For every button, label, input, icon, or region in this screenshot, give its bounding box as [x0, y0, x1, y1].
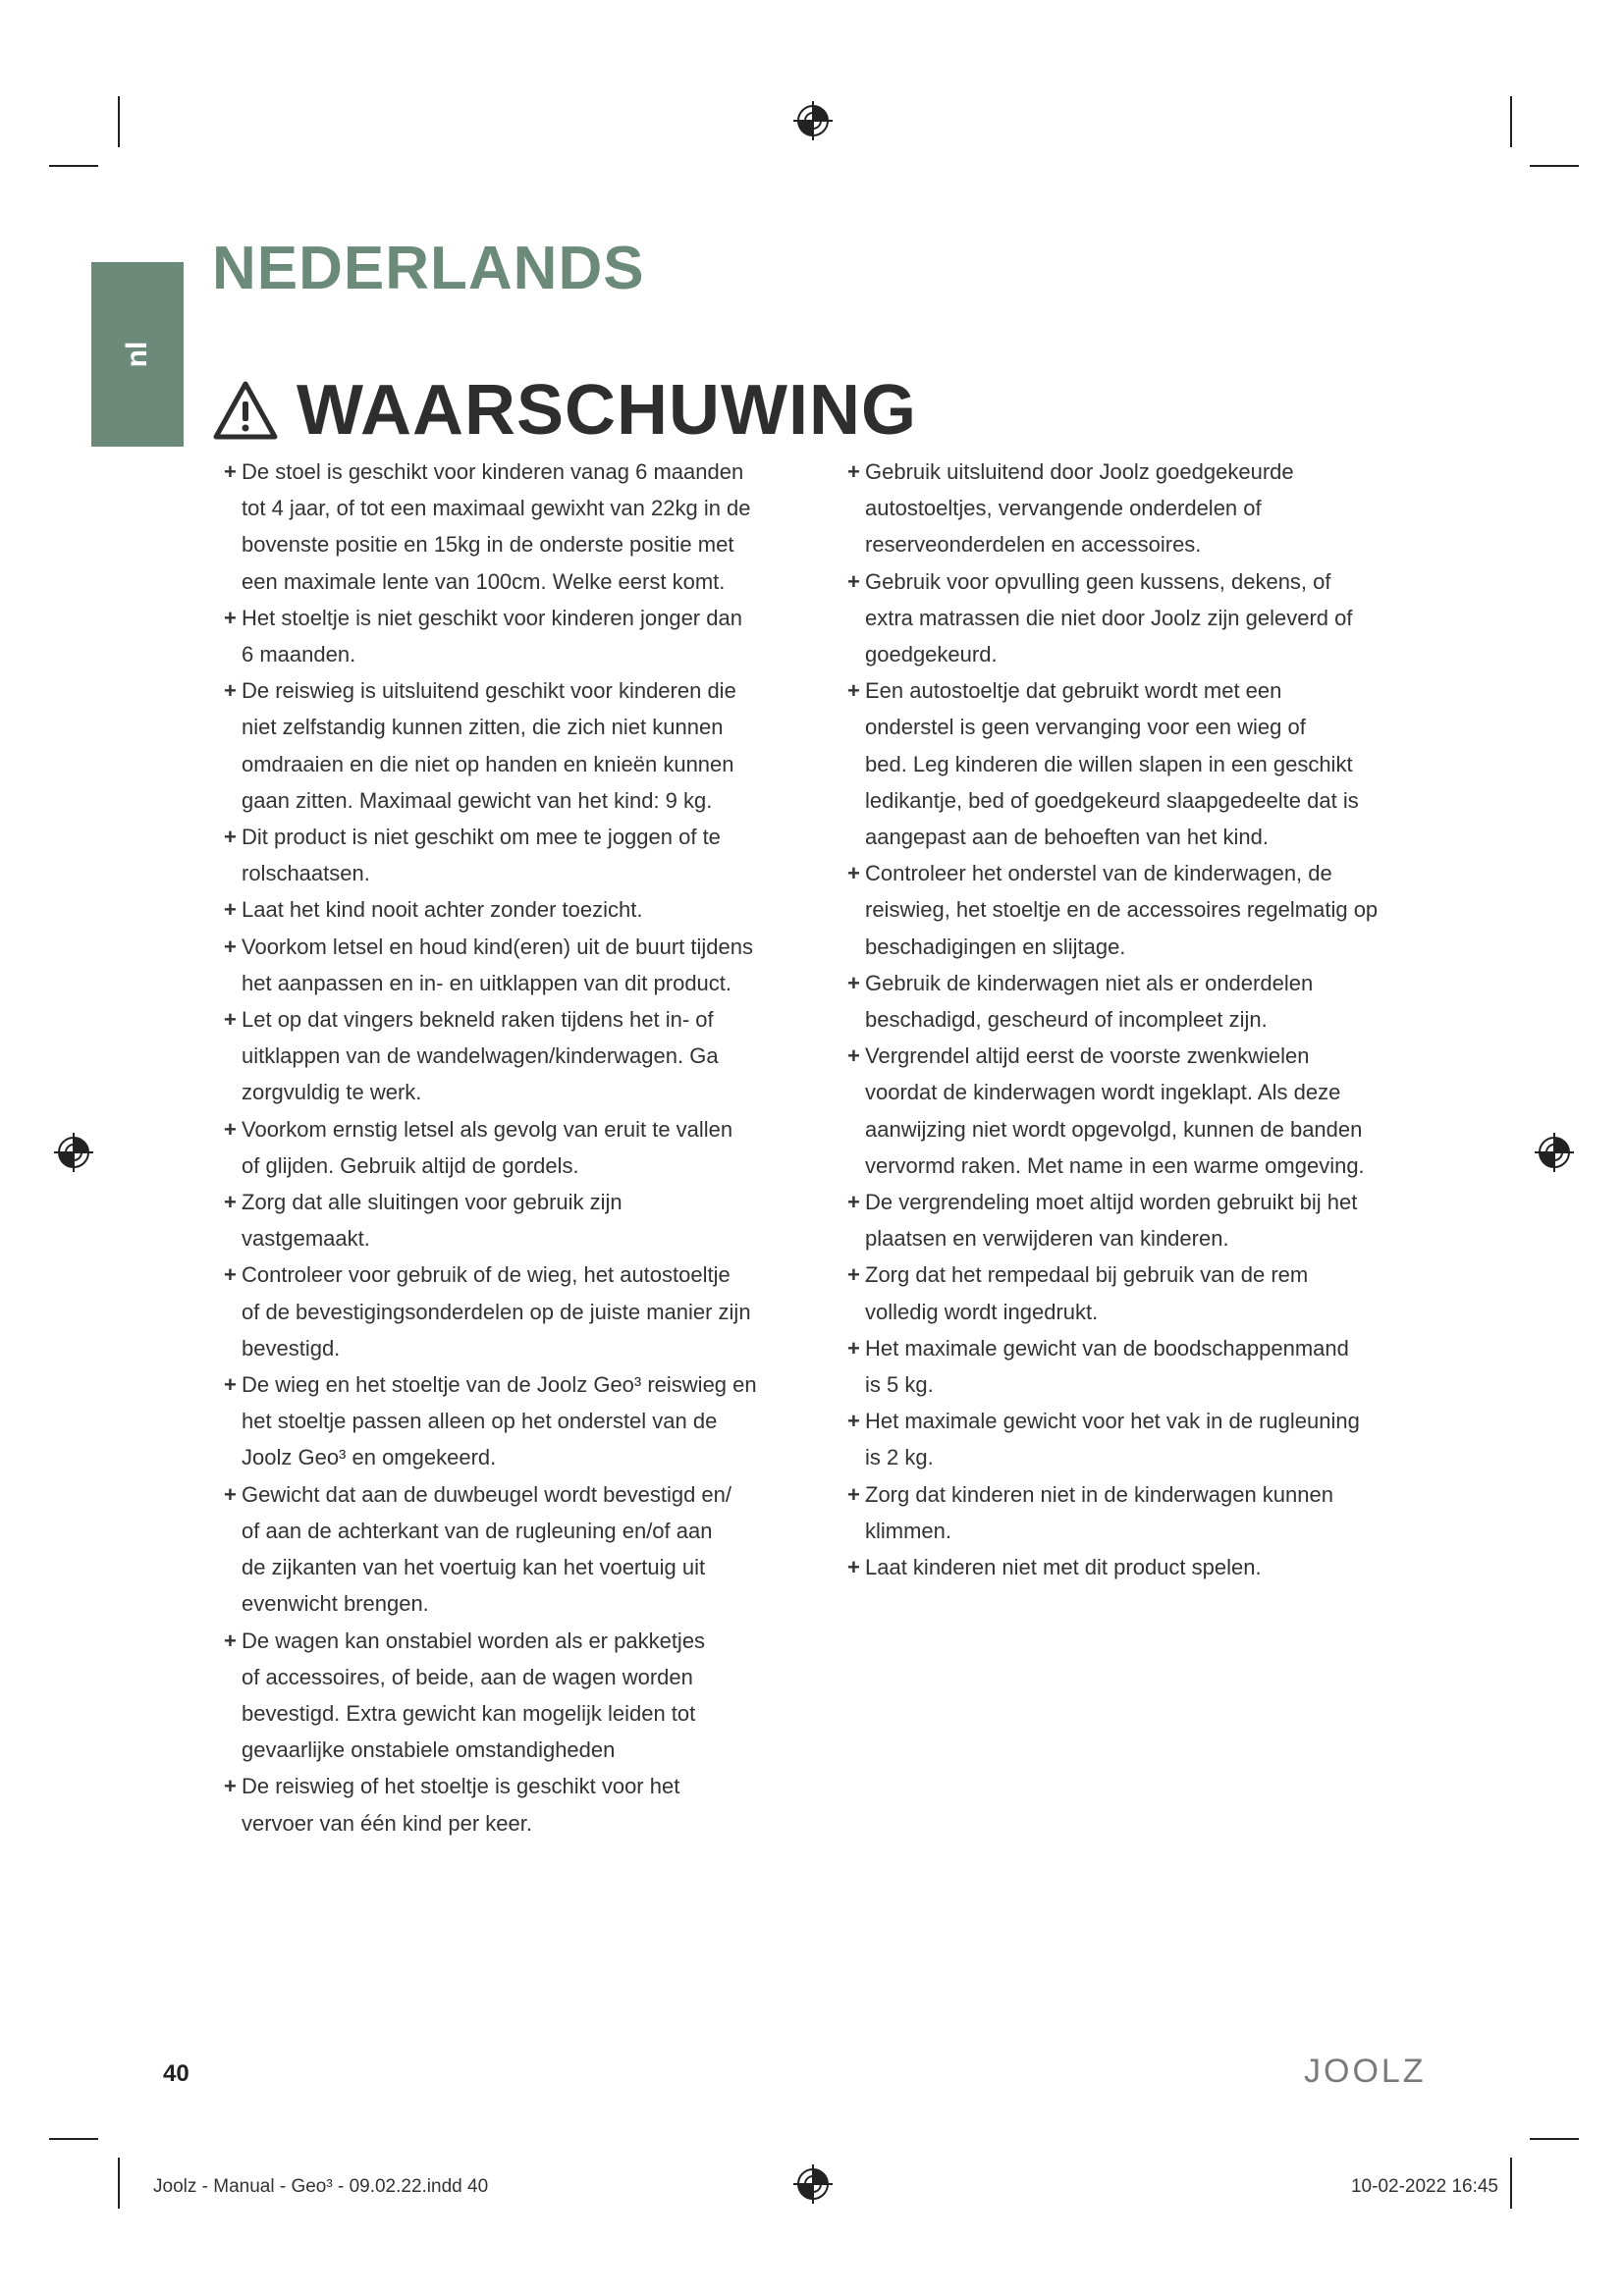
- bullet-plus-icon: +: [847, 1043, 860, 1069]
- warning-item-line: De wagen kan onstabiel worden als er pakketjes: [242, 1628, 706, 1653]
- warning-item-line: onderstel is geen vervanging voor een wieg of: [865, 715, 1306, 740]
- bullet-plus-icon: +: [847, 1409, 860, 1434]
- warning-item-line: plaatsen en verwijderen van kinderen.: [865, 1226, 1229, 1252]
- warning-item-line: klimmen.: [865, 1518, 952, 1543]
- print-slug-date: 10-02-2022 16:45: [1350, 2176, 1498, 2197]
- warning-item-line: gevaarlijke onstabiele omstandigheden: [242, 1737, 616, 1763]
- warning-item-line: Zorg dat het rempedaal bij gebruik van de rem: [865, 1262, 1309, 1288]
- warning-item-line: Let op dat vingers bekneld raken tijdens het in- of: [242, 1007, 714, 1033]
- warning-item-line: bevestigd.: [242, 1335, 341, 1361]
- warning-item: [224, 929, 817, 1001]
- warning-item-line: Joolz Geo³ en omgekeerd.: [242, 1445, 497, 1470]
- warning-heading: [212, 371, 917, 450]
- bullet-plus-icon: +: [224, 1262, 237, 1288]
- warning-title: WAARSCHUWING: [297, 371, 917, 450]
- warning-item-line: zorgvuldig te werk.: [242, 1080, 422, 1105]
- bullet-plus-icon: +: [224, 1007, 237, 1033]
- warning-item-line: is 5 kg.: [865, 1372, 934, 1398]
- warning-item-line: De wieg en het stoeltje van de Joolz Geo³ reiswieg en: [242, 1372, 757, 1398]
- warning-item-line: Dit product is niet geschikt om mee te joggen of te: [242, 825, 721, 850]
- warning-item-line: reiswieg, het stoeltje en de accessoires regelmatig op: [865, 897, 1379, 923]
- crop-mark: [1530, 165, 1579, 167]
- warning-item-line: het stoeltje passen alleen op het onderstel van de: [242, 1409, 718, 1434]
- warning-item: [847, 1476, 1440, 1549]
- warning-item-line: rolschaatsen.: [242, 861, 370, 886]
- registration-mark-icon: [793, 101, 833, 140]
- warning-item: [224, 1111, 817, 1184]
- crop-mark: [49, 2138, 98, 2140]
- warning-item-line: Voorkom ernstig letsel als gevolg van eruit te vallen: [242, 1116, 733, 1142]
- warning-item: [224, 672, 817, 819]
- bullet-plus-icon: +: [847, 1262, 860, 1288]
- warning-item-line: Een autostoeltje dat gebruikt wordt met een: [865, 678, 1282, 704]
- bullet-plus-icon: +: [847, 1481, 860, 1507]
- bullet-plus-icon: +: [224, 825, 237, 850]
- warning-item-line: het aanpassen en in- en uitklappen van dit product.: [242, 970, 732, 995]
- warning-item: [224, 1476, 817, 1623]
- warning-item-line: De vergrendeling moet altijd worden gebruikt bij het: [865, 1190, 1358, 1215]
- warning-item: [847, 855, 1440, 965]
- warning-item-line: bovenste positie en 15kg in de onderste positie met: [242, 532, 734, 558]
- warning-item: [224, 454, 817, 600]
- warning-item-line: autostoeltjes, vervangende onderdelen of: [865, 496, 1262, 521]
- warning-item-line: evenwicht brengen.: [242, 1591, 429, 1617]
- warning-item-line: De reiswieg is uitsluitend geschikt voor kinderen die: [242, 678, 736, 704]
- warning-item-line: bevestigd. Extra gewicht kan mogelijk leiden tot: [242, 1700, 696, 1726]
- warning-item-line: volledig wordt ingedrukt.: [865, 1299, 1099, 1324]
- warning-item-line: een maximale lente van 100cm. Welke eerst komt.: [242, 568, 726, 594]
- bullet-plus-icon: +: [224, 1190, 237, 1215]
- warning-item-line: of glijden. Gebruik altijd de gordels.: [242, 1152, 579, 1178]
- warning-item: [847, 1403, 1440, 1475]
- warning-item: [224, 1001, 817, 1111]
- warning-item: [847, 1184, 1440, 1256]
- warning-item-line: Gebruik voor opvulling geen kussens, dekens, of: [865, 568, 1331, 594]
- warning-item: [847, 1038, 1440, 1184]
- warning-item: [224, 1623, 817, 1769]
- warning-item-line: beschadigd, gescheurd of incompleet zijn.: [865, 1007, 1268, 1033]
- warning-item: [224, 1184, 817, 1256]
- bullet-plus-icon: +: [847, 459, 860, 484]
- bullet-plus-icon: +: [847, 1555, 860, 1580]
- warning-triangle-icon: [212, 380, 279, 441]
- warning-list-left: [224, 454, 817, 1842]
- language-code: nl: [121, 341, 153, 368]
- warning-item-line: Gewicht dat aan de duwbeugel wordt bevestigd en/: [242, 1481, 731, 1507]
- warning-item-line: uitklappen van de wandelwagen/kinderwagen. Ga: [242, 1043, 719, 1069]
- warning-item-line: De stoel is geschikt voor kinderen vanag 6 maanden: [242, 459, 744, 484]
- bullet-plus-icon: +: [847, 678, 860, 704]
- crop-mark: [1530, 2138, 1579, 2140]
- warning-item-line: of accessoires, of beide, aan de wagen worden: [242, 1664, 693, 1689]
- warning-item: [847, 672, 1440, 855]
- bullet-plus-icon: +: [224, 1481, 237, 1507]
- warning-item-line: tot 4 jaar, of tot een maximaal gewixht van 22kg in de: [242, 496, 751, 521]
- warning-item-line: Voorkom letsel en houd kind(eren) uit de buurt tijdens: [242, 934, 753, 959]
- warning-item: [224, 600, 817, 672]
- warning-item-line: is 2 kg.: [865, 1445, 934, 1470]
- crop-mark: [118, 2158, 120, 2209]
- warning-item-line: de zijkanten van het voertuig kan het voertuig uit: [242, 1555, 706, 1580]
- registration-mark-icon: [54, 1133, 93, 1172]
- warning-item: [847, 965, 1440, 1038]
- warning-item: [847, 1549, 1440, 1585]
- warning-item-line: goedgekeurd.: [865, 642, 998, 667]
- bullet-plus-icon: +: [224, 1372, 237, 1398]
- warning-item-line: voordat de kinderwagen wordt ingeklapt. Als deze: [865, 1080, 1341, 1105]
- language-side-tab: [91, 262, 184, 447]
- registration-mark-icon: [1535, 1133, 1574, 1172]
- warning-item: [224, 891, 817, 928]
- bullet-plus-icon: +: [224, 459, 237, 484]
- warning-item-line: 6 maanden.: [242, 642, 356, 667]
- crop-mark: [1510, 96, 1512, 147]
- warning-item-line: extra matrassen die niet door Joolz zijn geleverd of: [865, 605, 1353, 630]
- page-number: 40: [163, 2060, 189, 2087]
- warning-item-line: aanwijzing niet wordt opgevolgd, kunnen de banden: [865, 1116, 1363, 1142]
- warning-item-line: Vergrendel altijd eerst de voorste zwenkwielen: [865, 1043, 1310, 1069]
- warning-item-line: of aan de achterkant van de rugleuning en/of aan: [242, 1518, 713, 1543]
- warning-item-line: Het maximale gewicht van de boodschappenmand: [865, 1335, 1349, 1361]
- bullet-plus-icon: +: [224, 605, 237, 630]
- warning-item: [224, 1366, 817, 1476]
- bullet-plus-icon: +: [224, 678, 237, 704]
- warning-item-line: gaan zitten. Maximaal gewicht van het kind: 9 kg.: [242, 787, 713, 813]
- warning-item-line: beschadigingen en slijtage.: [865, 934, 1126, 959]
- warning-item: [224, 1768, 817, 1841]
- bullet-plus-icon: +: [847, 970, 860, 995]
- warning-item: [224, 1256, 817, 1366]
- warning-item: [847, 1256, 1440, 1329]
- warning-item-line: Zorg dat kinderen niet in de kinderwagen kunnen: [865, 1481, 1333, 1507]
- language-title: NEDERLANDS: [212, 235, 645, 302]
- warning-item-line: Het stoeltje is niet geschikt voor kinderen jonger dan: [242, 605, 742, 630]
- warning-item-line: De reiswieg of het stoeltje is geschikt voor het: [242, 1774, 680, 1799]
- bullet-plus-icon: +: [224, 1628, 237, 1653]
- crop-mark: [49, 165, 98, 167]
- print-slug-file: Joolz - Manual - Geo³ - 09.02.22.indd 40: [153, 2176, 489, 2197]
- warning-item-line: Controleer voor gebruik of de wieg, het autostoeltje: [242, 1262, 731, 1288]
- brand-logo: JOOLZ: [1304, 2053, 1427, 2090]
- warning-item-line: ledikantje, bed of goedgekeurd slaapgedeelte dat is: [865, 787, 1359, 813]
- warning-item-line: reserveonderdelen en accessoires.: [865, 532, 1202, 558]
- warning-item: [847, 563, 1440, 673]
- warning-item-line: omdraaien en die niet op handen en knieën kunnen: [242, 751, 734, 776]
- warning-list-right: [847, 454, 1440, 1585]
- warning-item-line: Controleer het onderstel van de kinderwagen, de: [865, 861, 1332, 886]
- crop-mark: [1510, 2158, 1512, 2209]
- warning-item-line: Gebruik uitsluitend door Joolz goedgekeurde: [865, 459, 1294, 484]
- bullet-plus-icon: +: [847, 1190, 860, 1215]
- warning-item-line: aangepast aan de behoeften van het kind.: [865, 825, 1270, 850]
- warning-item-line: niet zelfstandig kunnen zitten, die zich niet kunnen: [242, 715, 724, 740]
- warning-item-line: Het maximale gewicht voor het vak in de rugleuning: [865, 1409, 1360, 1434]
- warning-item-line: vastgemaakt.: [242, 1226, 370, 1252]
- bullet-plus-icon: +: [224, 1774, 237, 1799]
- warning-item-line: Zorg dat alle sluitingen voor gebruik zijn: [242, 1190, 623, 1215]
- warning-item-line: vervoer van één kind per keer.: [242, 1810, 532, 1836]
- crop-mark: [118, 96, 120, 147]
- bullet-plus-icon: +: [847, 1335, 860, 1361]
- warning-item: [847, 1330, 1440, 1403]
- warning-item: [224, 819, 817, 891]
- warning-item-line: of de bevestigingsonderdelen op de juiste manier zijn: [242, 1299, 751, 1324]
- bullet-plus-icon: +: [224, 1116, 237, 1142]
- warning-item-line: Gebruik de kinderwagen niet als er onderdelen: [865, 970, 1314, 995]
- warning-item-line: Laat het kind nooit achter zonder toezicht.: [242, 897, 643, 923]
- bullet-plus-icon: +: [847, 861, 860, 886]
- bullet-plus-icon: +: [224, 934, 237, 959]
- warning-item-line: vervormd raken. Met name in een warme omgeving.: [865, 1152, 1365, 1178]
- warning-item-line: bed. Leg kinderen die willen slapen in een geschikt: [865, 751, 1353, 776]
- warning-item: [847, 454, 1440, 563]
- warning-item-line: Laat kinderen niet met dit product spelen.: [865, 1555, 1262, 1580]
- bullet-plus-icon: +: [847, 568, 860, 594]
- registration-mark-icon: [793, 2164, 833, 2204]
- bullet-plus-icon: +: [224, 897, 237, 923]
